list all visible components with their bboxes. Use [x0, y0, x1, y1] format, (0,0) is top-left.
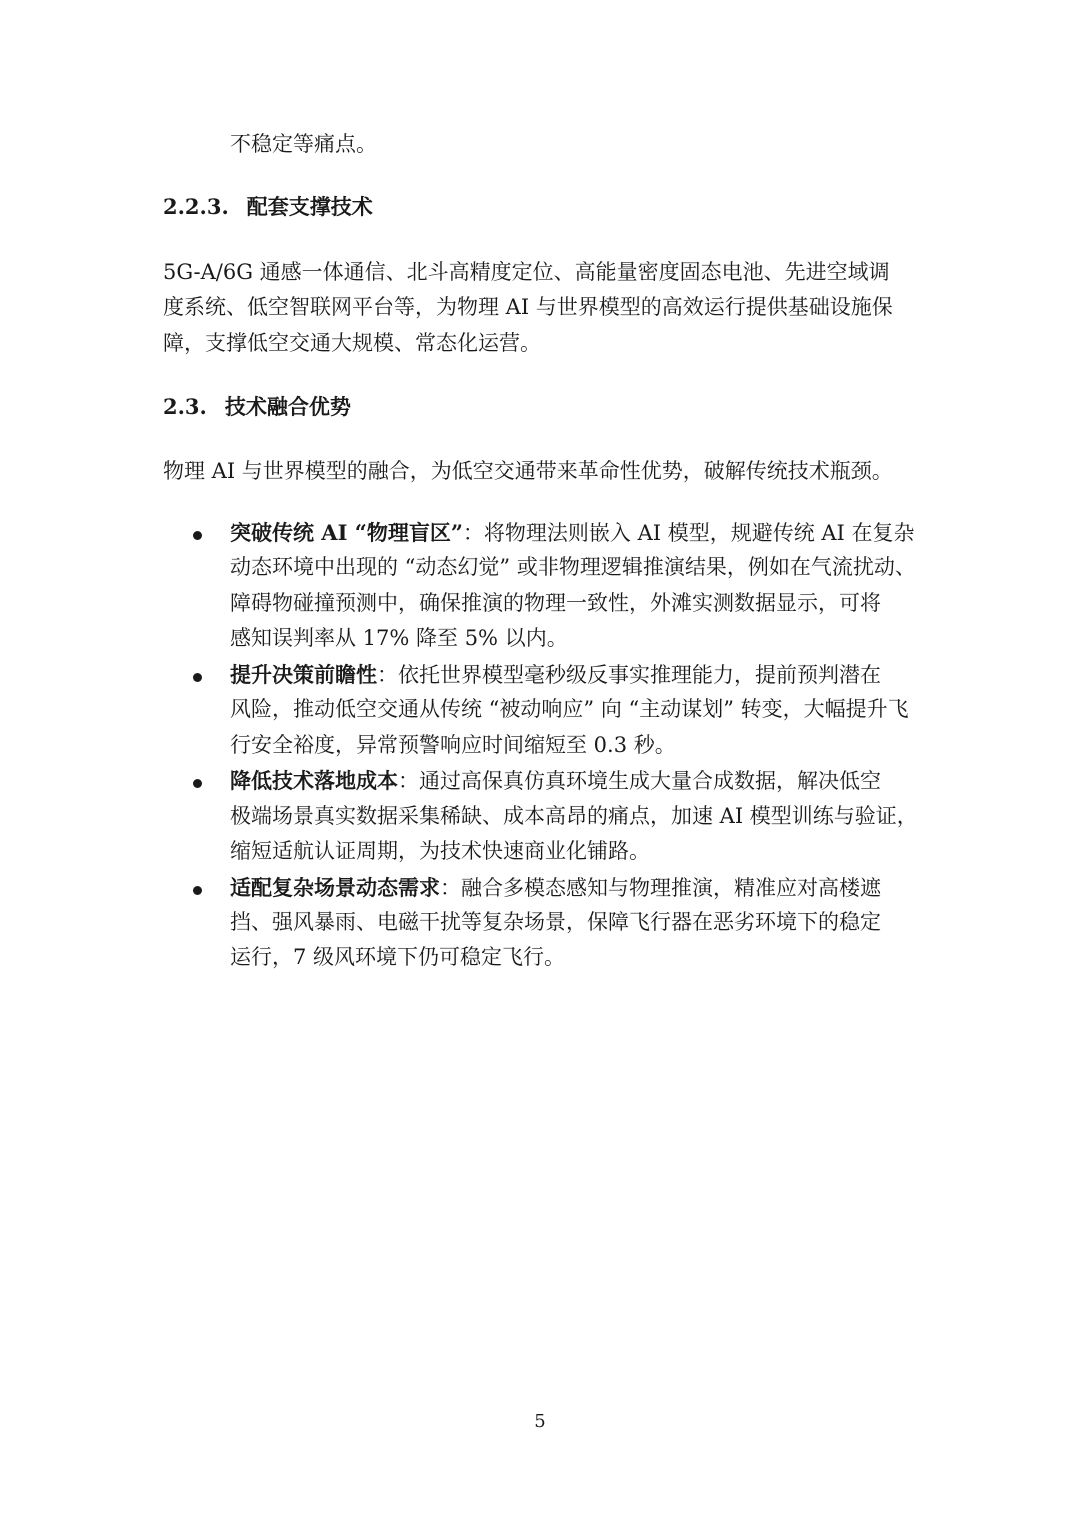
bullet-label: 降低技术落地成本	[230, 768, 398, 793]
section-heading-2-2-3	[163, 196, 373, 217]
bullet-line: 挡、强风暴雨、电磁干扰等复杂场景，保障飞行器在恶劣环境下的稳定	[230, 910, 881, 934]
section-heading-2-3	[163, 396, 351, 417]
section-title: 配套支撑技术	[246, 194, 373, 219]
bullet-label: 提升决策前瞻性	[230, 662, 377, 687]
bullet-text: ：将物理法则嵌入 AI 模型，规避传统 AI 在复杂	[462, 521, 915, 545]
bullet-text: ：通过高保真仿真环境生成大量合成数据，解决低空	[398, 769, 881, 793]
bullet-label: 突破传统 AI “物理盲区”	[230, 520, 463, 545]
bullet-item-4	[230, 877, 881, 899]
paragraph-line: 障，支撑低空交通大规模、常态化运营。	[163, 331, 541, 355]
page-number: 5	[534, 1411, 546, 1432]
bullet-line: 风险，推动低空交通从传统 “被动响应” 向 “主动谋划” 转变，大幅提升飞	[230, 697, 909, 721]
section-title: 技术融合优势	[224, 394, 351, 419]
bullet-line: 感知误判率从 17% 降至 5% 以内。	[230, 626, 568, 650]
paragraph-line: 5G-A/6G 通感一体通信、北斗高精度定位、高能量密度固态电池、先进空域调	[163, 260, 890, 284]
bullet-text: ：融合多模态感知与物理推演，精准应对高楼遮	[440, 876, 881, 900]
bullet-line: 动态环境中出现的 “动态幻觉” 或非物理逻辑推演结果，例如在气流扰动、	[230, 555, 916, 579]
bullet-icon	[193, 531, 202, 540]
bullet-line: 运行，7 级风环境下仍可稳定飞行。	[230, 945, 566, 969]
bullet-item-3	[230, 770, 881, 792]
section-number: 2.3.	[163, 394, 207, 419]
bullet-line: 缩短适航认证周期，为技术快速商业化铺路。	[230, 839, 650, 863]
bullet-item-2	[230, 664, 881, 686]
bullet-icon	[193, 886, 202, 895]
bullet-label: 适配复杂场景动态需求	[230, 875, 440, 900]
bullet-line: 行安全裕度，异常预警响应时间缩短至 0.3 秒。	[230, 733, 676, 757]
bullet-line: 障碍物碰撞预测中，确保推演的物理一致性，外滩实测数据显示，可将	[230, 591, 881, 615]
paragraph-line: 度系统、低空智联网平台等，为物理 AI 与世界模型的高效运行提供基础设施保	[163, 295, 893, 319]
bullet-icon	[193, 779, 202, 788]
continuation-text: 不稳定等痛点。	[230, 132, 377, 156]
bullet-item-1	[230, 522, 915, 544]
bullet-icon	[193, 673, 202, 682]
section-number: 2.2.3.	[163, 194, 229, 219]
intro-paragraph: 物理 AI 与世界模型的融合，为低空交通带来革命性优势，破解传统技术瓶颈。	[163, 459, 893, 483]
bullet-line: 极端场景真实数据采集稀缺、成本高昂的痛点，加速 AI 模型训练与验证，	[230, 804, 918, 828]
bullet-text: ：依托世界模型毫秒级反事实推理能力，提前预判潜在	[377, 663, 881, 687]
